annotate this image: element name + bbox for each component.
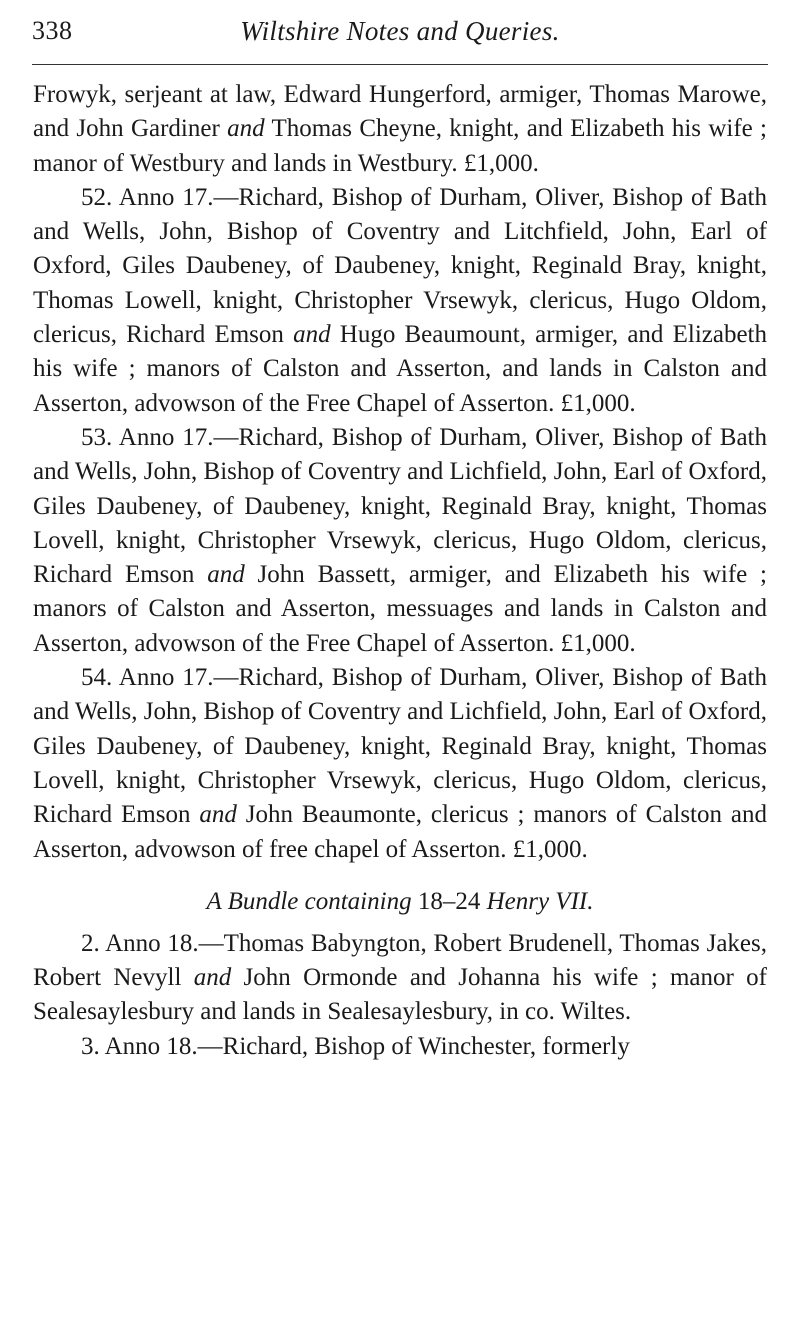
entry-52: [33, 181, 767, 421]
and-italic: and: [207, 561, 245, 589]
and-italic: and: [199, 801, 237, 829]
heading-text: Henry VII.: [480, 887, 594, 915]
entry-2: [33, 927, 767, 1030]
entry-text: 53. Anno 17.—Richard, Bishop of Durham, Oliver, Bishop of Bath and Wells, John, Bishop of Coventry and Lichfield, John, Earl of Oxford, Giles Daubeney, of Daubeney, knight, Reginald Bray, knight, Thomas Lovell, knight, Christopher Vrsewyk, clericus, Hugo Oldom, clericus, Richard Emson: [33, 423, 767, 589]
entry-text: 54. Anno 17.—Richard, Bishop of Durham, Oliver, Bishop of Bath and Wells, John, Bishop of Coventry and Lichfield, John, Earl of Oxford, Giles Daubeney, of Daubeney, knight, Reginald Bray, knight, Thomas Lovell, knight, Christopher Vrsewyk, clericus, Hugo Oldom, clericus, Richard Emson: [33, 664, 767, 829]
entry-text: 3. Anno 18.—Richard, Bishop of Winchester, formerly: [81, 1032, 630, 1060]
and-italic: and: [227, 115, 265, 143]
page-number: 338: [32, 16, 73, 45]
entry-53: [33, 421, 767, 661]
entry-text: Frowyk, serjeant at law, Edward Hungerford, armiger, Thomas Marowe, and John Gardiner: [33, 81, 767, 143]
heading-range: 18–24: [417, 887, 481, 915]
entry-text: Thomas Cheyne, knight, and Elizabeth his wife ; manor of Westbury and lands in Westbury. £1,000.: [33, 115, 767, 177]
header-rule: [32, 64, 768, 65]
entry-text: John Bassett, armiger, and Elizabeth his wife ; manors of Calston and Asserton, messuages and lands in Calston and Asserton, advowson of the Free Chapel of Asserton. £1,000.: [33, 561, 767, 657]
entry-continued: [33, 78, 767, 181]
running-title: Wiltshire Notes and Queries.: [240, 16, 560, 46]
and-italic: and: [293, 321, 331, 349]
body-text: [33, 78, 767, 1064]
entry-text: 52. Anno 17.—Richard, Bishop of Durham, Oliver, Bishop of Bath and Wells, John, Bishop of Coventry and Litchfield, John, Earl of Oxford, Giles Daubeney, of Daubeney, knight, Reginald Bray, knight, Thomas Lowell, knight, Christopher Vrsewyk, clericus, Hugo Oldom, clericus, Richard Emson: [33, 183, 767, 349]
page-header: [32, 14, 768, 54]
entry-text: John Ormonde and Johanna his wife ; manor of Sealesaylesbury and lands in Sealesaylesbury, in co. Wiltes.: [33, 964, 768, 1026]
entry-54: [33, 661, 767, 867]
entry-text: John Beaumonte, clericus ; manors of Calston and Asserton, advowson of free chapel of Asserton. £1,000.: [33, 801, 767, 863]
heading-text: A Bundle containing: [206, 887, 418, 915]
entry-3: [33, 1030, 767, 1064]
entry-text: Hugo Beaumount, armiger, and Elizabeth his wife ; manors of Calston and Asserton, and lands in Calston and Asserton, advowson of the Free Chapel of Asserton. £1,000.: [33, 321, 767, 417]
section-heading: [33, 885, 767, 919]
and-italic: and: [193, 964, 232, 992]
entry-text: 2. Anno 18.—Thomas Babyngton, Robert Brudenell, Thomas Jakes, Robert Nevyll: [33, 929, 767, 992]
